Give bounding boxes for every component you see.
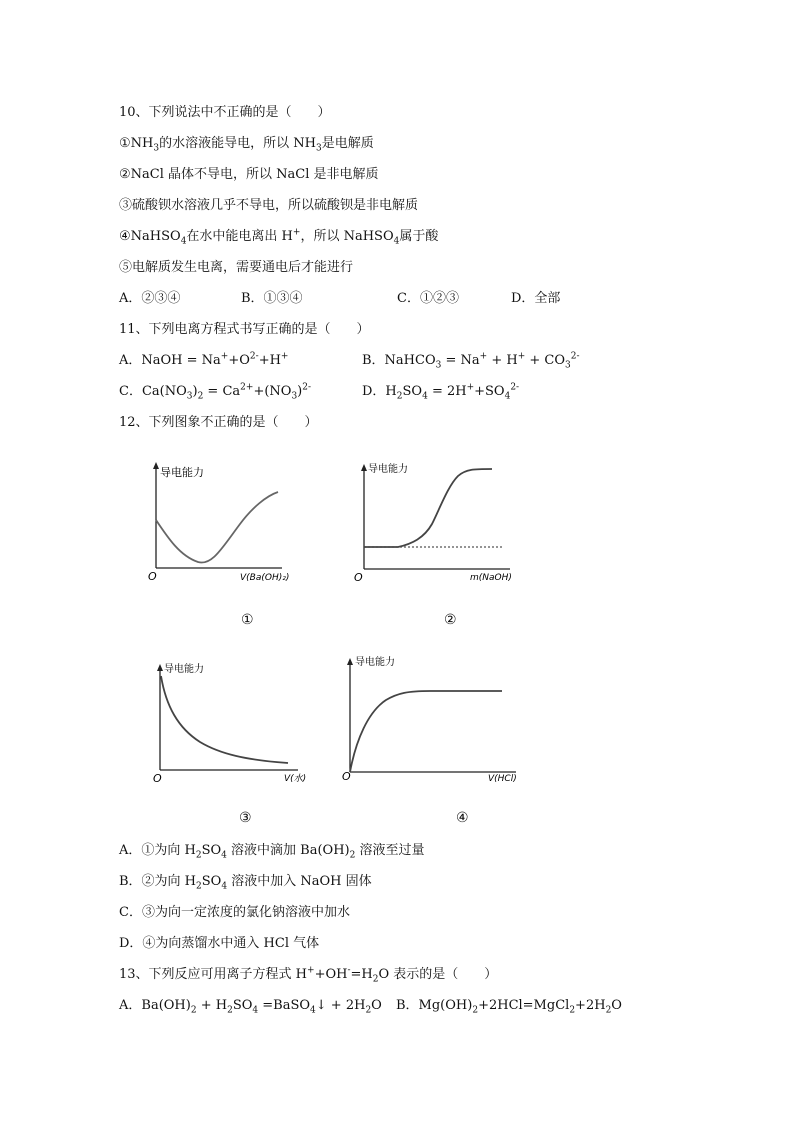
q10-statement-2: ②NaCl 晶体不导电，所以 NaCl 是非电解质 (119, 167, 379, 182)
curve-3 (161, 676, 288, 763)
q13-option-b: B．$Mg(OH)_2+2HCl=MgCl_2+2H_2O$ (396, 998, 622, 1016)
q10-statement-4: ④NaHSO$_4$在水中能电离出 H+，所以 NaHSO$_4$属于酸 (119, 227, 439, 247)
x-axis-label: V(水) (284, 774, 307, 784)
origin-label: O (342, 770, 351, 783)
graph-2 (350, 456, 520, 586)
q10-stem: 10、下列说法中不正确的是（ ） (119, 105, 331, 120)
q10-statement-3: ③硫酸钡水溶液几乎不导电，所以硫酸钡是非电解质 (119, 198, 419, 213)
graph-1 (140, 456, 300, 586)
q10-option-a: A．②③④ (119, 291, 181, 306)
graph-3-caption: ③ (239, 810, 252, 826)
q10-statement-5: ⑤电解质发生电离，需要通电后才能进行 (119, 260, 354, 275)
y-axis-arrow (361, 464, 367, 471)
q10-statement-1: $①NH_3$的水溶液能导电，所以 $NH_3$是电解质 (119, 136, 374, 154)
graph-4 (338, 652, 528, 787)
q12-option-c: C．③为向一定浓度的氯化钠溶液中加水 (119, 905, 350, 920)
graph-1-caption: ① (241, 612, 254, 628)
q13-stem: 13、下列反应可用离子方程式 $H^++OH^-=H_2O$ 表示的是（ ） (119, 965, 498, 985)
graph-4-caption: ④ (456, 810, 469, 826)
x-axis-label: V(HCl) (488, 774, 517, 784)
q11-stem: 11、下列电离方程式书写正确的是（ ） (119, 322, 370, 337)
curve-1 (156, 492, 278, 563)
y-axis-label: 导电能力 (355, 657, 395, 668)
y-axis-arrow (347, 658, 353, 665)
origin-label: O (354, 571, 363, 584)
y-axis-arrow (157, 664, 163, 671)
q11-option-a: A．NaOH = $Na^++O^{2-}+H^+$ (119, 351, 289, 368)
q10-option-d: D．全部 (511, 291, 561, 306)
q12-option-a: A．①为向 $H_2SO_4$ 溶液中滴加 $Ba(OH)_2$ 溶液至过量 (119, 843, 425, 861)
curve-4 (350, 691, 502, 772)
x-axis-label: m(NaOH) (470, 573, 512, 583)
y-axis-label: 导电能力 (160, 466, 204, 479)
origin-label: O (153, 772, 162, 785)
curve-2 (364, 469, 492, 547)
q12-option-b: B．②为向 $H_2SO_4$ 溶液中加入 NaOH 固体 (119, 874, 372, 892)
y-axis-label: 导电能力 (164, 664, 204, 675)
q11-option-d: D．$H_2SO_4 = 2H^++SO_4^{2-}$ (362, 382, 520, 402)
graph-3 (148, 656, 308, 786)
y-axis-label: 导电能力 (368, 464, 408, 475)
q10-option-c: C．①②③ (397, 291, 459, 306)
q11-option-b: B．NaHCO$_3$ = $Na^+ + H^+ + CO_3^{2-}$ (362, 351, 580, 371)
q12-stem: 12、下列图象不正确的是（ ） (119, 415, 318, 430)
q13-option-a: A．$Ba(OH)_2 + H_2SO_4$ =BaSO$_4$↓ + $2H_2O$ (119, 998, 382, 1016)
q11-option-c: C．$Ca(NO_3)_2 = Ca^{2+}+(NO_3)^{2-}$ (119, 382, 312, 402)
origin-label: O (148, 570, 157, 583)
y-axis-arrow (153, 462, 159, 469)
q10-option-b: B．①③④ (241, 291, 303, 306)
q12-option-d: D．④为向蒸馏水中通入 HCl 气体 (119, 936, 320, 951)
graph-2-caption: ② (444, 612, 457, 628)
x-axis-label: V(Ba(OH)₂) (240, 573, 290, 583)
